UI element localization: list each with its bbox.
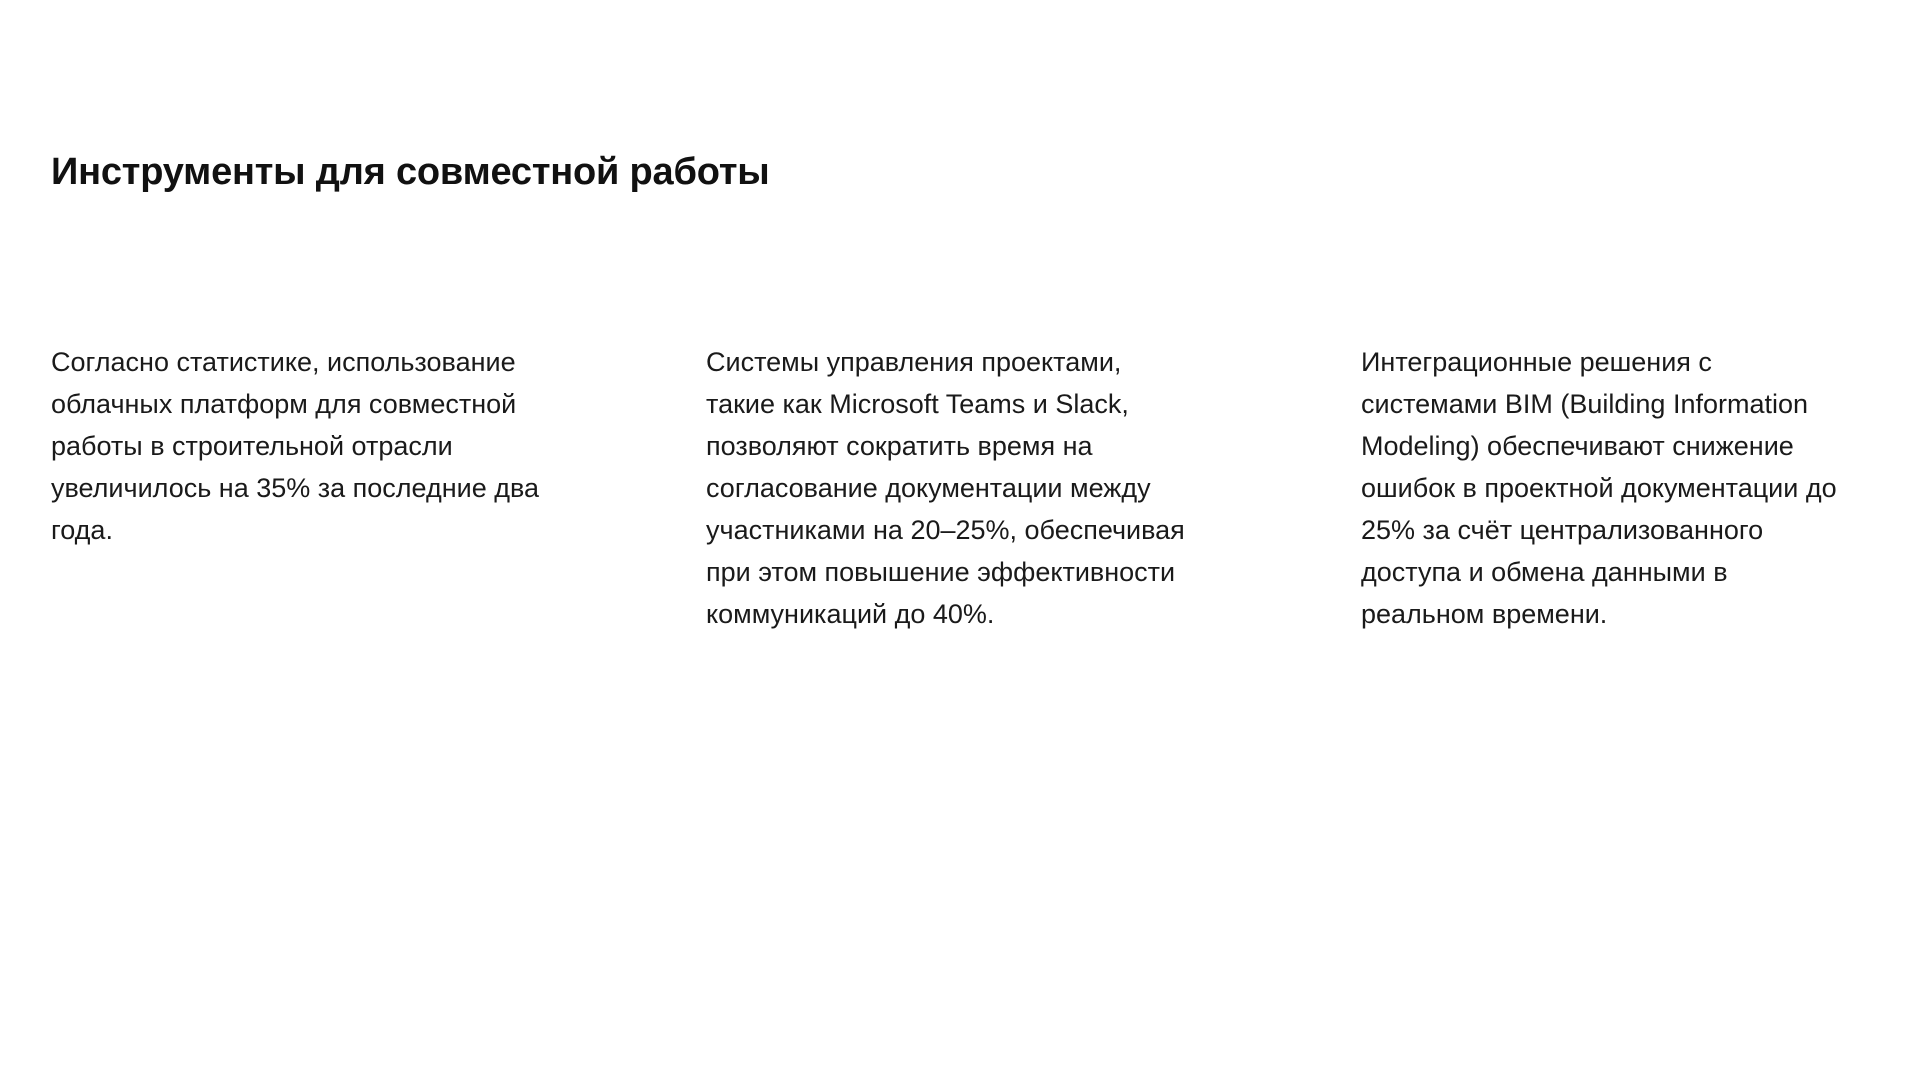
slide-title: Инструменты для совместной работы <box>51 151 770 193</box>
text-line: участниками на 20–25%, обеспечивая <box>706 515 1185 545</box>
text-line: согласование документации между <box>706 473 1151 503</box>
text-line: доступа и обмена данными в <box>1361 557 1728 587</box>
text-line: 25% за счёт централизованного <box>1361 515 1764 545</box>
text-line: работы в строительной отрасли <box>51 431 453 461</box>
text-line: коммуникаций до 40%. <box>706 599 995 629</box>
text-line: увеличилось на 35% за последние два <box>51 473 540 503</box>
text-line: при этом повышение эффективности <box>706 557 1176 587</box>
text-column-1 <box>51 341 571 551</box>
text-column-3 <box>1361 341 1881 635</box>
text-line: позволяют сократить время на <box>706 431 1093 461</box>
text-line: системами BIM (Building Information <box>1361 389 1809 419</box>
text-line: такие как Microsoft Teams и Slack, <box>706 389 1129 419</box>
text-line: Системы управления проектами, <box>706 347 1122 377</box>
text-line: Согласно статистике, использование <box>51 347 516 377</box>
text-line: ошибок в проектной документации до <box>1361 473 1837 503</box>
text-line: Modeling) обеспечивают снижение <box>1361 431 1794 461</box>
text-line: Интеграционные решения с <box>1361 347 1712 377</box>
text-line: года. <box>51 515 113 545</box>
text-line: облачных платформ для совместной <box>51 389 517 419</box>
text-line: реальном времени. <box>1361 599 1608 629</box>
text-column-2 <box>706 341 1226 635</box>
